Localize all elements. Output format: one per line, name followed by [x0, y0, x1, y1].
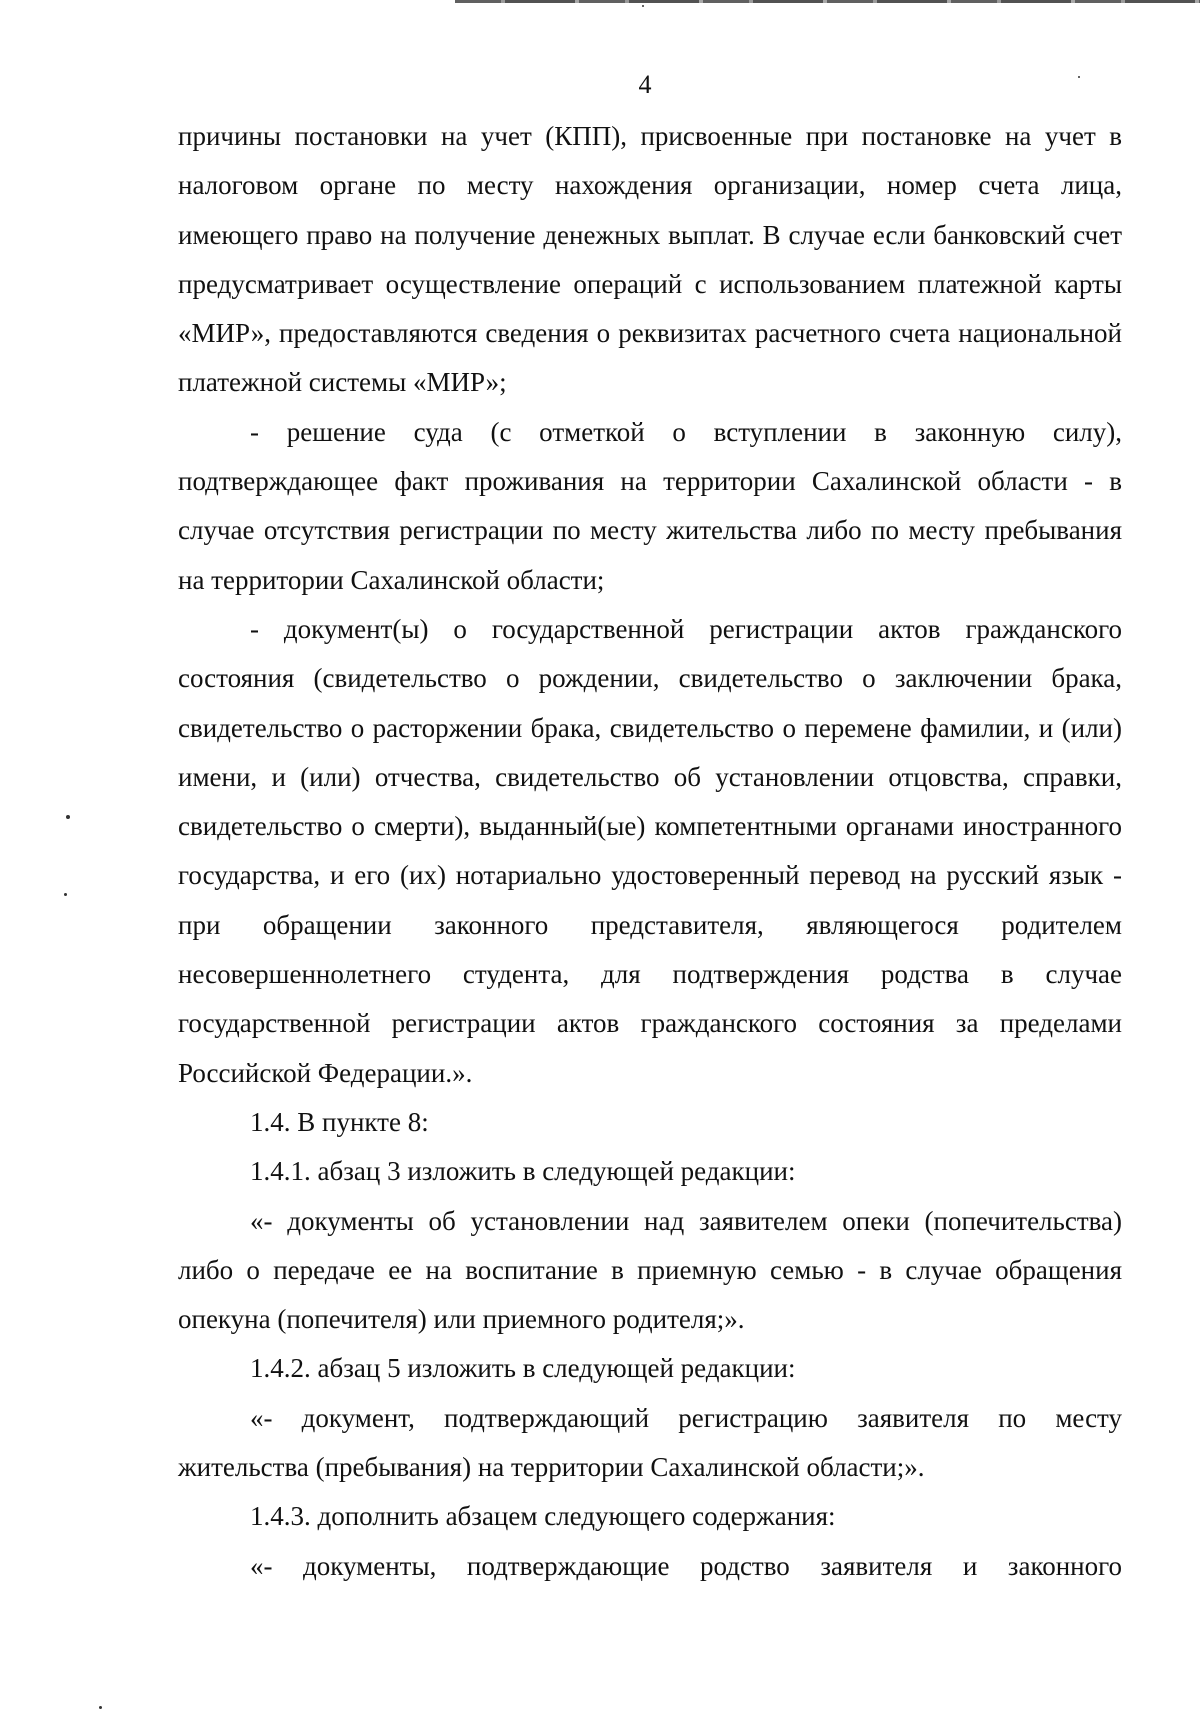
page-number: 4: [638, 70, 652, 99]
paragraph-bank-details: причины постановки на учет (КПП), присвоенные при постановке на учет в налоговом органе по месту нахождения организации, номер счета лица, имеющего право на получение денежных выплат. В случае если банковский счет предусматривает осуществление операций с использованием платежной карты «МИР», предоставляются сведения о реквизитах расчетного счета национальной платежной системы «МИР»;: [178, 121, 1122, 398]
paragraph-kinship-documents: «- документы, подтверждающие родство заявителя и законного: [250, 1550, 1122, 1581]
paragraph-court-decision: - решение суда (с отметкой о вступлении в законную силу), подтверждающее факт проживания на территории Сахалинской области - в случае отсутствия регистрации по месту жительства либо по месту пребывания на территории Сахалинской области;: [178, 416, 1122, 595]
paragraph-guardianship-documents: «- документы об установлении над заявителем опеки (попечительства) либо о передаче ее на воспитание в приемную семью - в случае обращения опекуна (попечителя) или приемного родителя;».: [178, 1205, 1122, 1335]
scan-speck: [66, 815, 70, 819]
scan-speck: [99, 1706, 102, 1709]
paragraph-civil-status-documents: - документ(ы) о государственной регистрации актов гражданского состояния (свидетельство о рождении, свидетельство о заключении брака, свидетельство о расторжении брака, свидетельство о перемене фамилии, и (или) имени, и (или) отчества, свидетельство об установлении отцовства, справки, свидетельство о смерти), выданный(ые) компетентными органами иностранного государства, и его (их) нотариально удостоверенный перевод на русский язык - при обращении законного представителя, являющегося родителем несовершеннолетнего студента, для подтверждения родства в случае государственной регистрации актов гражданского состояния за пределами Российской Федерации.».: [178, 613, 1122, 1088]
paragraph-item-1-4: 1.4. В пункте 8:: [250, 1106, 429, 1137]
scan-top-edge-line: [455, 0, 1200, 3]
paragraph-item-1-4-1: 1.4.1. абзац 3 изложить в следующей редакции:: [250, 1156, 796, 1187]
scan-speck: [64, 893, 67, 896]
paragraph-item-1-4-3: 1.4.3. дополнить абзацем следующего содержания:: [250, 1501, 836, 1532]
paragraph-item-1-4-2: 1.4.2. абзац 5 изложить в следующей редакции:: [250, 1353, 796, 1384]
document-body: [178, 112, 1122, 1591]
scan-speck: [642, 5, 644, 7]
paragraph-registration-document: «- документ, подтверждающий регистрацию заявителя по месту жительства (пребывания) на территории Сахалинской области;».: [178, 1402, 1122, 1483]
